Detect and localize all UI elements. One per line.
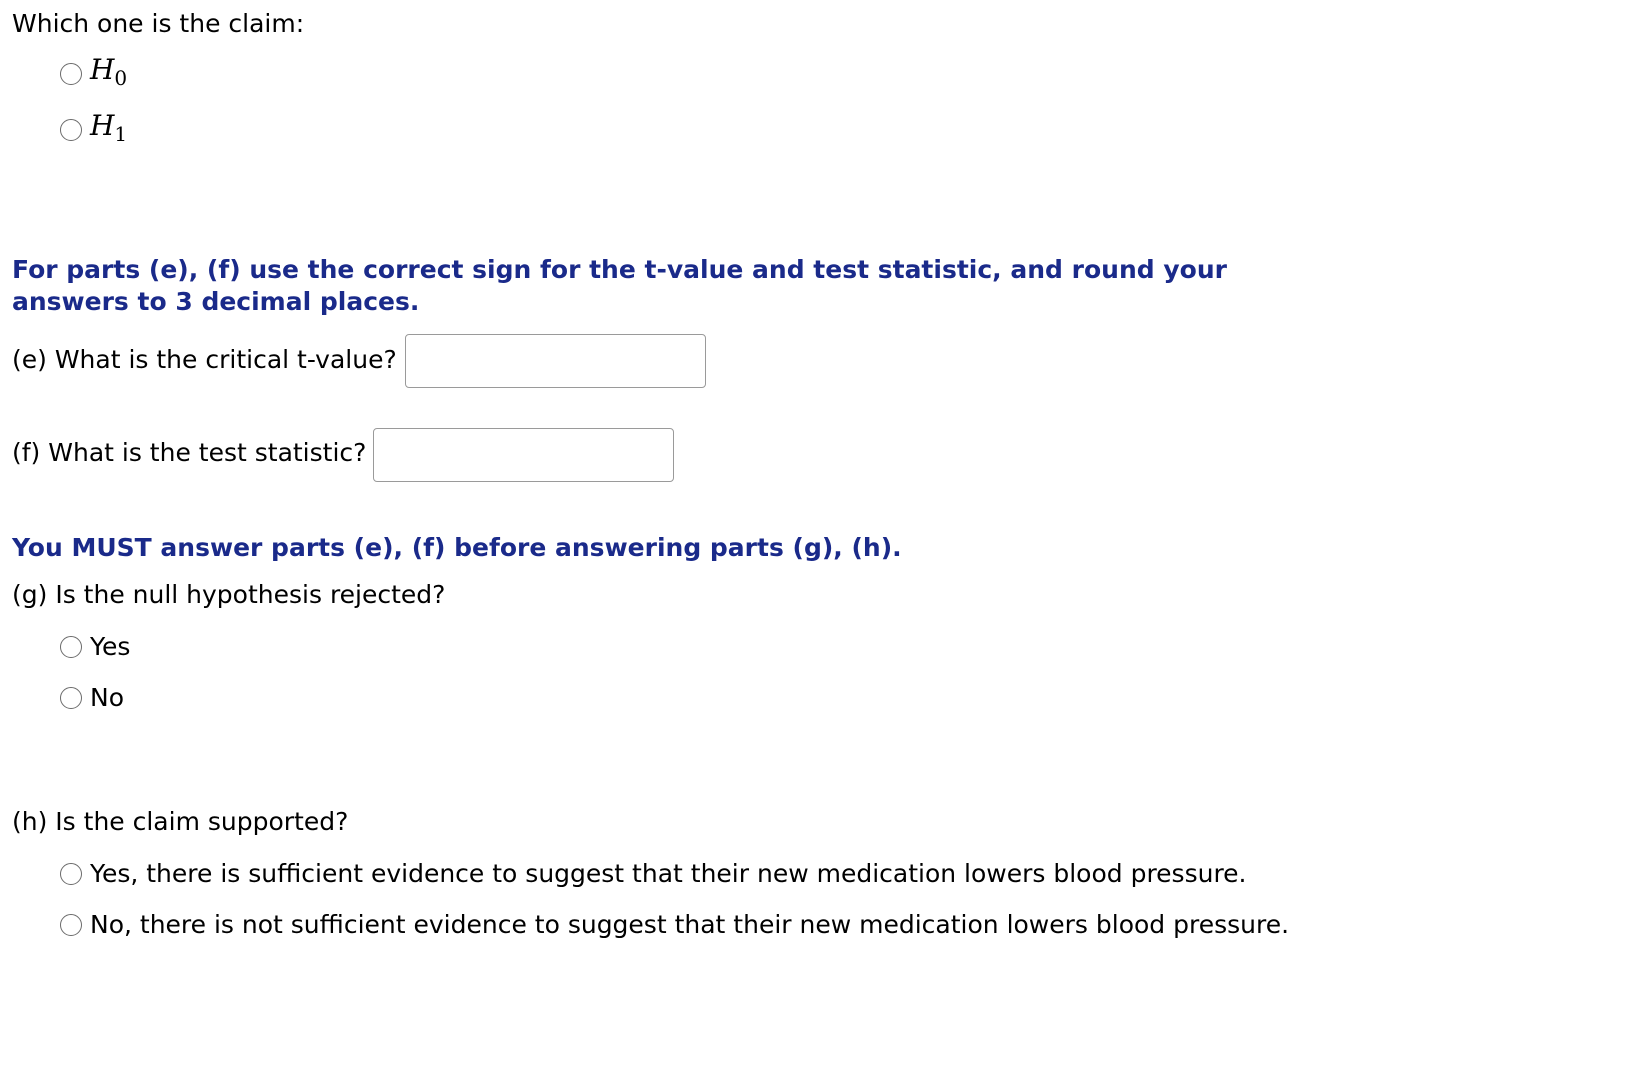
radio-button[interactable]: [60, 863, 82, 885]
part-e-label: (e) What is the critical t-value?: [12, 345, 397, 374]
radio-button[interactable]: [60, 119, 82, 141]
critical-t-value-input[interactable]: [405, 334, 706, 388]
part-g-label: (g) Is the null hypothesis rejected?: [12, 580, 446, 609]
claim-option-label: $H_0$: [90, 53, 128, 90]
option-label: No, there is not sufficient evidence to suggest that their new medication lowers blood pressure.: [90, 910, 1290, 939]
option-label: No: [90, 683, 124, 712]
claim-supported-option-no[interactable]: [60, 908, 1289, 942]
rounding-instruction: For parts (e), (f) use the correct sign for the t-value and test statistic, and round your answers to 3 decimal places.: [12, 255, 1227, 316]
claim-question: Which one is the claim:: [12, 9, 305, 38]
claim-supported-option-yes[interactable]: [60, 857, 1247, 891]
claim-option-label: $H_1$: [90, 109, 128, 146]
claim-option-h1[interactable]: [60, 109, 128, 147]
radio-button[interactable]: [60, 687, 82, 709]
null-rejected-option-no[interactable]: [60, 681, 124, 715]
radio-button[interactable]: [60, 63, 82, 85]
radio-button[interactable]: [60, 636, 82, 658]
must-answer-instruction: You MUST answer parts (e), (f) before answering parts (g), (h).: [12, 533, 902, 562]
part-f-label: (f) What is the test statistic?: [12, 438, 367, 467]
part-h-label: (h) Is the claim supported?: [12, 807, 349, 836]
option-label: Yes, there is sufficient evidence to suggest that their new medication lowers blood pressure.: [90, 859, 1247, 888]
radio-button[interactable]: [60, 914, 82, 936]
test-statistic-input[interactable]: [373, 428, 674, 482]
claim-option-h0[interactable]: [60, 53, 128, 91]
null-rejected-option-yes[interactable]: [60, 630, 130, 664]
option-label: Yes: [90, 632, 131, 661]
